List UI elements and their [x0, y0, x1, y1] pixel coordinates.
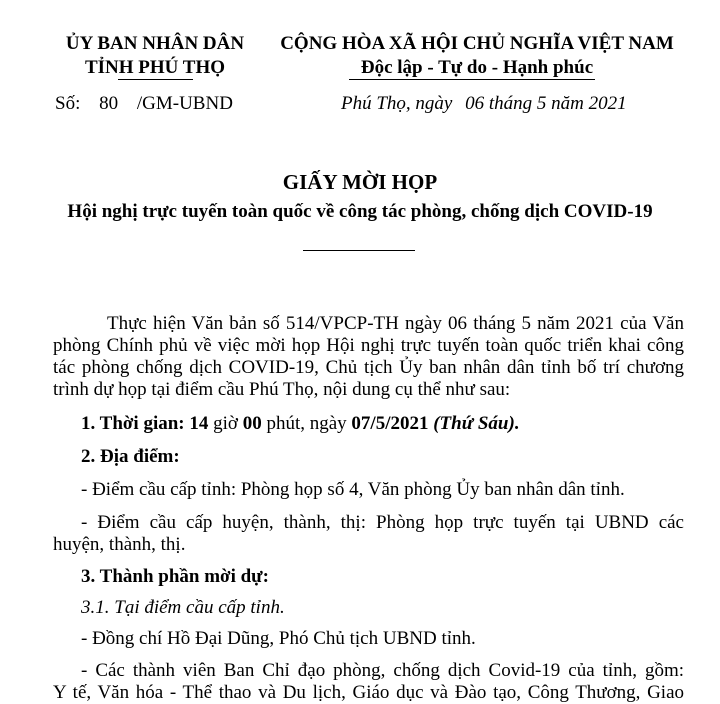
participants-heading: 3. Thành phần mời dự: [81, 566, 269, 587]
time-date: 07/5/2021 [351, 413, 429, 434]
nation-line1: CỘNG HÒA XÃ HỘI CHỦ NGHĨA VIỆT NAM [280, 33, 674, 54]
title-divider [303, 250, 415, 251]
meeting-time [81, 413, 520, 435]
date-month-year: tháng 5 năm 2021 [488, 93, 627, 114]
place-date [341, 93, 627, 115]
time-minute-unit: phút, ngày [266, 413, 347, 434]
intro-line-2: phòng Chính phủ về việc mời họp Hội nghị trực tuyến toàn quốc triển khai công [53, 335, 684, 356]
agency-underline [118, 79, 193, 80]
time-hour: 14 [189, 413, 209, 434]
province-point: - Điểm cầu cấp tỉnh: Phòng họp số 4, Văn phòng Ủy ban nhân dân tỉnh. [81, 479, 625, 500]
district-point [53, 512, 684, 556]
nation-line2: Độc lập - Tự do - Hạnh phúc [360, 57, 594, 78]
number-suffix: /GM-UBND [136, 93, 233, 114]
district-line-2: huyện, thành, thị. [53, 534, 186, 555]
participants-subheading: 3.1. Tại điểm cầu cấp tỉnh. [81, 597, 285, 618]
district-line-1: - Điểm cầu cấp huyện, thành, thị: Phòng họp trực tuyến tại UBND các [81, 512, 684, 533]
participant-item-1: - Đồng chí Hồ Đại Dũng, Phó Chủ tịch UBND tỉnh. [81, 628, 476, 649]
national-motto [262, 32, 692, 80]
document-number [55, 93, 233, 115]
intro-paragraph [53, 313, 684, 401]
time-minute: 00 [242, 413, 262, 434]
time-label: 1. Thời gian: [81, 413, 185, 434]
agency-name [40, 32, 270, 80]
motto-underline [349, 79, 595, 80]
location-heading: 2. Địa điểm: [81, 446, 180, 467]
place-date-prefix: Phú Thọ, ngày [341, 93, 453, 114]
document-subtitle: Hội nghị trực tuyến toàn quốc về công tác phòng, chống dịch COVID-19 [67, 201, 653, 222]
number-label: Số: [55, 93, 81, 114]
agency-line1: ỦY BAN NHÂN DÂN [65, 33, 245, 54]
intro-line-4: trình dự họp tại điểm cầu Phú Thọ, nội dung cụ thể như sau: [53, 379, 511, 400]
document-title: GIẤY MỜI HỌP [282, 170, 438, 194]
time-weekday: (Thứ Sáu). [433, 413, 520, 434]
time-hour-unit: giờ [213, 413, 238, 434]
participant-item-2-line-2: Y tế, Văn hóa - Thể thao và Du lịch, Giáo dục và Đào tạo, Công Thương, Giao [53, 682, 684, 703]
agency-line2: TỈNH PHÚ THỌ [84, 57, 226, 78]
participant-item-2-line-1: - Các thành viên Ban Chỉ đạo phòng, chống dịch Covid-19 của tỉnh, gồm: [81, 660, 684, 681]
intro-line-1: Thực hiện Văn bản số 514/VPCP-TH ngày 06 tháng 5 năm 2021 của Văn [107, 313, 684, 334]
intro-line-3: tác phòng chống dịch COVID-19, Chủ tịch Ủy ban nhân dân tỉnh bố trí chương [53, 357, 684, 378]
date-day: 06 [465, 93, 485, 114]
number-value: 80 [99, 93, 119, 114]
participant-item-2 [53, 660, 684, 704]
